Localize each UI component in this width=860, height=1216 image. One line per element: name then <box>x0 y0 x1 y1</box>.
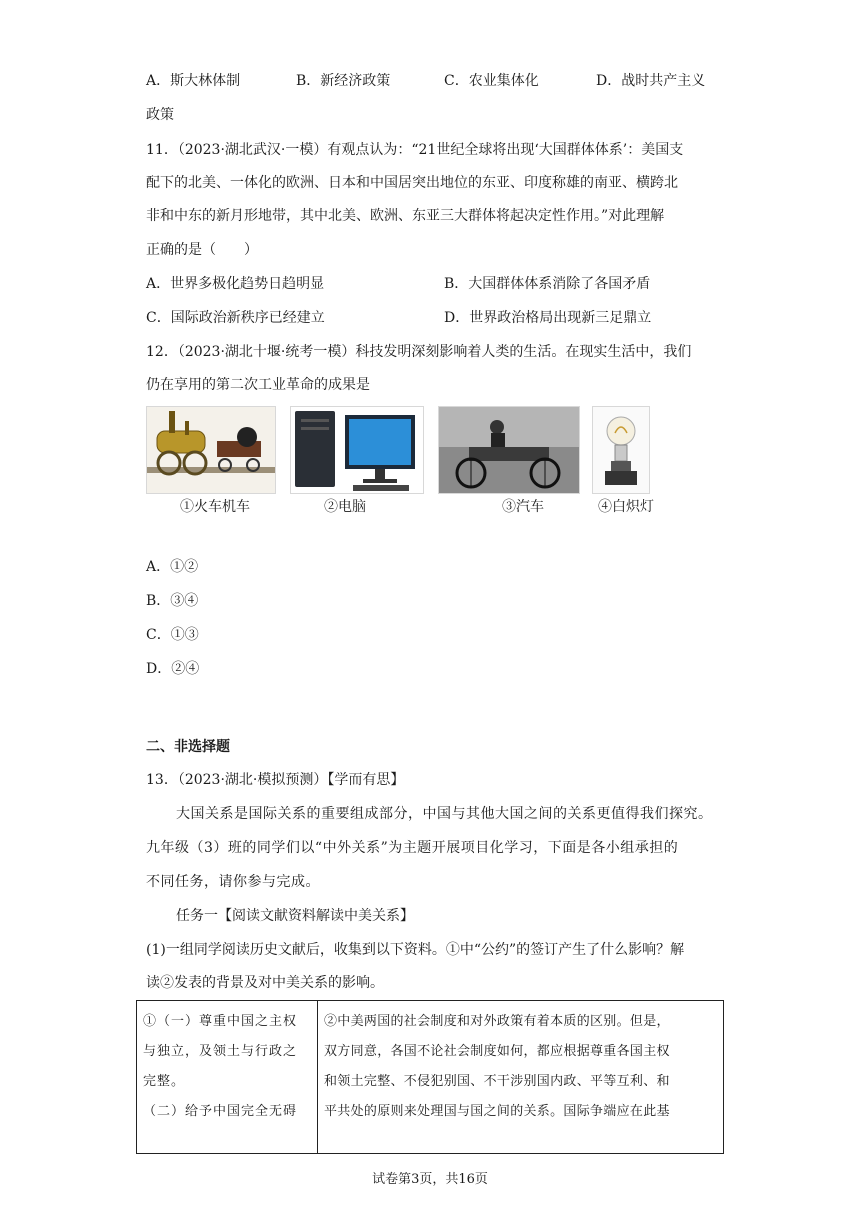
document-1-cell <box>137 1001 318 1154</box>
q13-title: 13．（2023·湖北·模拟预测）【学而有思】 <box>146 772 405 788</box>
doc1-line-1: ①（一）尊重中国之主权 <box>143 1014 298 1029</box>
q10-option-b: B．新经济政策 <box>296 73 391 89</box>
section-heading: 二、非选择题 <box>146 739 230 755</box>
doc2-line-3: 和领土完整、不侵犯别国、不干涉别国内政、平等互利、和 <box>324 1074 670 1089</box>
q11-option-b: B．大国群体体系消除了各国矛盾 <box>444 276 651 292</box>
q12-stem-line-2: 仍在享用的第二次工业革命的成果是 <box>146 377 370 393</box>
q10-option-d: D．战时共产主义 <box>596 73 706 89</box>
locomotive-image <box>146 406 276 494</box>
car-image <box>438 406 580 494</box>
q13-intro-line-1: 大国关系是国际关系的重要组成部分，中国与其他大国之间的关系更值得我们探究。 <box>176 806 713 822</box>
q10-option-d-wrap: 政策 <box>146 107 174 123</box>
light-bulb-image <box>592 406 650 494</box>
q12-option-a: A．①② <box>146 559 199 575</box>
q12-stem-line-1: 12．（2023·湖北十堰·统考一模）科技发明深刻影响着人类的生活。在现实生活中，我们 <box>146 344 692 360</box>
q10-option-c: C．农业集体化 <box>444 73 539 89</box>
q11-stem-line-4: 正确的是（ ） <box>146 242 258 258</box>
page-footer: 试卷第3页，共16页 <box>372 1172 488 1187</box>
q11-stem-line-3: 非和中东的新月形地带，其中北美、欧洲、东亚三大群体将起决定性作用。”对此理解 <box>146 208 665 224</box>
doc1-line-2: 与独立，及领土与行政之 <box>143 1044 298 1059</box>
doc2-line-2: 双方同意，各国不论社会制度如何，都应根据尊重各国主权 <box>324 1044 670 1059</box>
caption-locomotive: ①火车机车 <box>180 499 250 515</box>
q11-option-a: A．世界多极化趋势日趋明显 <box>146 276 325 292</box>
document-2-cell <box>318 1001 724 1154</box>
doc1-line-3: 完整。 <box>143 1074 186 1089</box>
q11-option-c: C．国际政治新秩序已经建立 <box>146 310 325 326</box>
doc1-line-4: （二）给予中国完全无碍 <box>143 1104 298 1119</box>
q13-intro-line-2: 九年级（3）班的同学们以“中外关系”为主题开展项目化学习，下面是各小组承担的 <box>146 840 679 856</box>
q11-stem-line-2: 配下的北美、一体化的欧洲、日本和中国居突出地位的东亚、印度称雄的南亚、横跨北 <box>146 175 678 191</box>
caption-light-bulb: ④白炽灯 <box>598 499 654 515</box>
caption-computer: ②电脑 <box>324 499 366 515</box>
q10-option-a: A．斯大林体制 <box>146 73 241 89</box>
doc2-line-1: ②中美两国的社会制度和对外政策有着本质的区别。但是， <box>324 1014 670 1029</box>
doc2-line-4: 平共处的原则来处理国与国之间的关系。国际争端应在此基 <box>324 1104 670 1119</box>
q12-option-b: B．③④ <box>146 593 199 609</box>
q12-option-d: D．②④ <box>146 661 200 677</box>
q12-figure <box>146 406 666 522</box>
q13-intro-line-3: 不同任务，请你参与完成。 <box>146 874 320 890</box>
q11-stem-line-1: 11．（2023·湖北武汉·一模）有观点认为：“21世纪全球将出现‘大国群体体系’：美国支 <box>146 142 684 158</box>
document-table <box>136 1000 724 1154</box>
caption-car: ③汽车 <box>502 499 544 515</box>
computer-image <box>290 406 424 494</box>
task-1-heading: 任务一【阅读文献资料解读中美关系】 <box>176 908 414 924</box>
q12-option-c: C．①③ <box>146 627 199 643</box>
task-1-question-line-2: 读②发表的背景及对中美关系的影响。 <box>146 975 384 991</box>
task-1-question-line-1: (1)一组同学阅读历史文献后，收集到以下资料。①中“公约”的签订产生了什么影响？解 <box>146 942 685 958</box>
q11-option-d: D．世界政治格局出现新三足鼎立 <box>444 310 652 326</box>
